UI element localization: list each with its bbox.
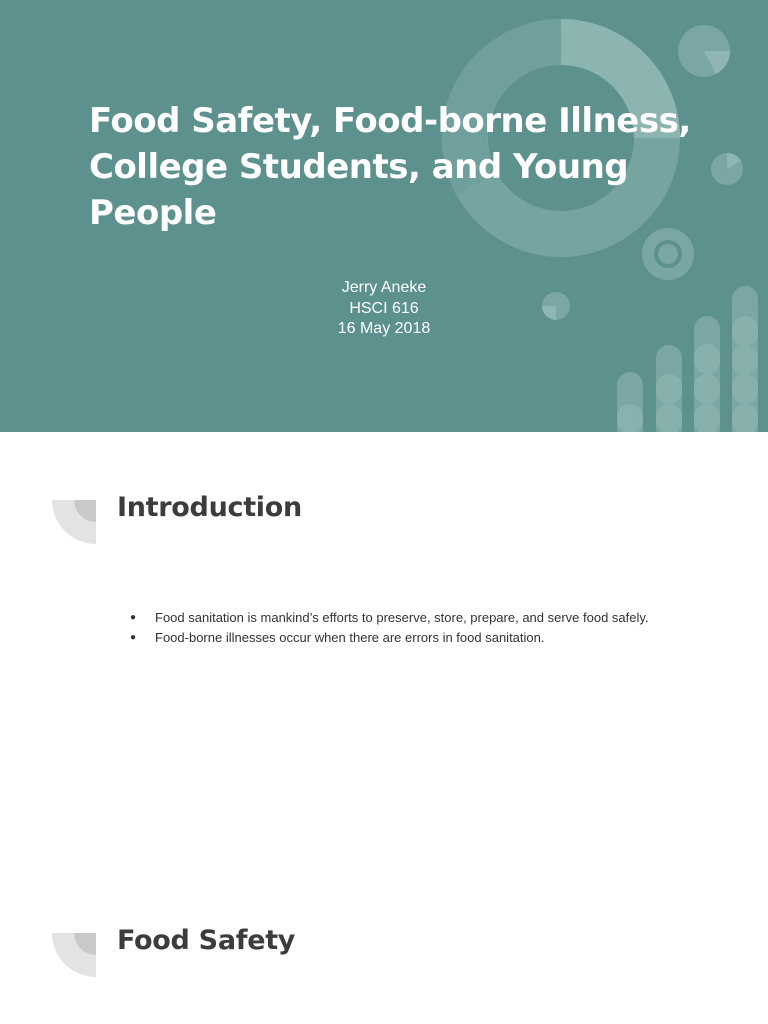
section-heading: Introduction bbox=[117, 492, 302, 523]
list-item bbox=[130, 628, 649, 648]
bullet-text: Food-borne illnesses occur when there are errors in food sanitation. bbox=[155, 629, 545, 645]
introduction-slide bbox=[0, 432, 768, 864]
section-heading: Food Safety bbox=[117, 925, 296, 956]
bullet-text: Food sanitation is mankind’s efforts to preserve, store, prepare, and serve food safely. bbox=[155, 610, 649, 625]
quarter-circle-icon bbox=[52, 500, 96, 544]
list-item bbox=[130, 608, 649, 628]
bullet-icon: ● bbox=[130, 612, 137, 623]
presentation-date: 16 May 2018 bbox=[337, 320, 431, 337]
quarter-circle-icon bbox=[52, 933, 96, 977]
food-safety-slide bbox=[0, 864, 768, 1024]
slide-title: Food Safety, Food-borne Illness, College Students, and Young People bbox=[89, 101, 691, 233]
bullet-list bbox=[130, 608, 649, 647]
author-name: Jerry Aneke bbox=[341, 279, 427, 296]
subtitle-block bbox=[284, 278, 484, 340]
bullet-icon: ● bbox=[130, 631, 137, 643]
title-slide bbox=[0, 0, 768, 432]
course-code: HSCI 616 bbox=[349, 299, 419, 317]
